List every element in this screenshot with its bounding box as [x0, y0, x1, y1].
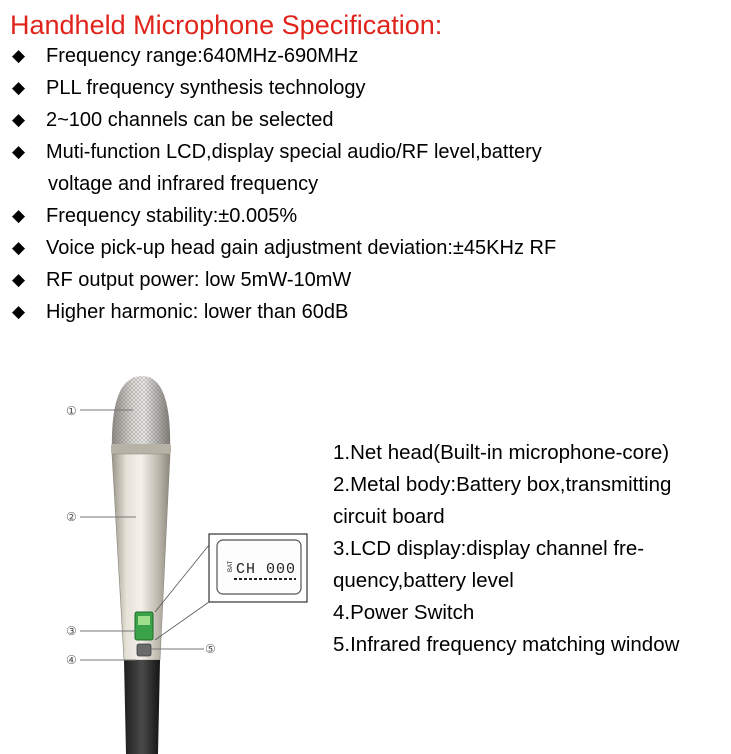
spec-text-continued: voltage and infrared frequency — [48, 173, 319, 195]
part-description: 1.Net head(Built-in microphone-core) — [333, 441, 670, 464]
spec-text: RF output power: low 5mW-10mW — [46, 269, 352, 291]
power-switch — [137, 644, 151, 656]
diamond-bullet-icon: ◆ — [12, 206, 26, 225]
spec-text: Frequency range:640MHz-690MHz — [46, 45, 359, 67]
svg-text:③: ③ — [66, 624, 77, 638]
spec-item — [0, 72, 731, 104]
spec-text: 2~100 channels can be selected — [46, 109, 334, 131]
spec-item — [0, 296, 731, 328]
svg-text:②: ② — [66, 510, 77, 524]
lcd-display-text: CH 000 — [236, 561, 297, 578]
diamond-bullet-icon: ◆ — [12, 110, 26, 129]
spec-item — [0, 264, 731, 296]
spec-text: PLL frequency synthesis technology — [46, 77, 366, 99]
spec-item — [0, 200, 731, 232]
diamond-bullet-icon: ◆ — [12, 142, 26, 161]
page-title: Handheld Microphone Specification: — [10, 10, 443, 40]
diamond-bullet-icon: ◆ — [12, 302, 26, 321]
part-description: 5.Infrared frequency matching window — [333, 633, 680, 656]
part-description: 3.LCD display:display channel fre- — [333, 537, 645, 560]
spec-text: Frequency stability:±0.005% — [46, 205, 298, 227]
part-description: 4.Power Switch — [333, 601, 475, 624]
net-head — [111, 376, 171, 454]
part-description: quency,battery level — [333, 569, 514, 592]
spec-text: Voice pick-up head gain adjustment deviation:±45KHz RF — [46, 237, 557, 259]
diamond-bullet-icon: ◆ — [12, 270, 26, 289]
svg-text:④: ④ — [66, 653, 77, 667]
spec-item — [0, 136, 731, 200]
spec-text: Higher harmonic: lower than 60dB — [46, 301, 349, 323]
microphone-bottom — [124, 660, 160, 754]
spec-item — [0, 232, 731, 264]
spec-item — [0, 104, 731, 136]
spec-item — [0, 40, 731, 72]
part-description: circuit board — [333, 505, 445, 528]
part-description: 2.Metal body:Battery box,transmitting — [333, 473, 672, 496]
svg-text:①: ① — [66, 404, 77, 418]
microphone-diagram — [0, 360, 330, 754]
diamond-bullet-icon: ◆ — [12, 78, 26, 97]
svg-text:⑤: ⑤ — [205, 642, 216, 656]
lcd-bat-label: BAT — [228, 560, 234, 572]
spec-list — [0, 40, 731, 328]
spec-text: Muti-function LCD,display special audio/RF level,battery — [46, 141, 542, 163]
parts-list — [333, 437, 679, 661]
diamond-bullet-icon: ◆ — [12, 238, 26, 257]
diamond-bullet-icon: ◆ — [12, 46, 26, 65]
